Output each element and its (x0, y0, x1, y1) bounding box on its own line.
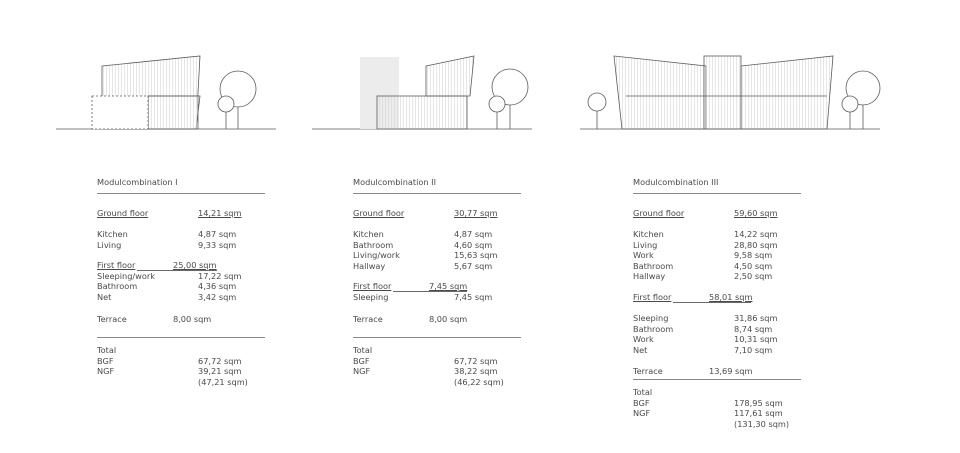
row-value: 8,74 sqm (734, 323, 773, 334)
row-value: 9,58 sqm (734, 250, 773, 260)
row-label: NGF (97, 366, 115, 376)
row-value: 2,50 sqm (734, 271, 773, 281)
divider (633, 193, 801, 194)
row-value: (131,30 sqm) (734, 418, 790, 429)
row-label: Ground floor (353, 208, 405, 218)
row-label: NGF (353, 366, 371, 376)
row-value: 14,21 sqm (198, 208, 242, 218)
row-value: 67,72 sqm (454, 355, 498, 366)
row-label: Kitchen (633, 229, 664, 239)
row-value: 178,95 sqm (734, 397, 783, 408)
elevation-modulcombination-1 (56, 56, 276, 129)
row-value: 4,87 sqm (454, 229, 493, 239)
row-value: 17,22 sqm (198, 270, 242, 281)
row-value: 14,22 sqm (734, 229, 778, 239)
divider (97, 337, 265, 338)
row-label: Sleeping/work (97, 270, 155, 281)
row-value: 67,72 sqm (198, 355, 242, 366)
row-value: 7,45 sqm (454, 291, 493, 302)
row-label: BGF (353, 355, 370, 366)
row-value: 31,86 sqm (734, 313, 778, 323)
row-value: 7,10 sqm (734, 344, 773, 355)
row-value: 4,87 sqm (198, 229, 237, 239)
row-value: 30,77 sqm (454, 208, 498, 218)
row-value: 8,00 sqm (173, 314, 212, 324)
row-label: BGF (633, 397, 650, 408)
row-label: First floor (97, 260, 136, 270)
row-value: 59,60 sqm (734, 208, 778, 218)
row-value: 25,00 sqm (173, 260, 217, 270)
row-label: Bathroom (353, 239, 394, 250)
table-title: Modulcombination II (353, 177, 437, 187)
table-title: Modulcombination I (97, 177, 178, 187)
row-label: Living (633, 239, 658, 250)
first-floor-underline (673, 302, 751, 303)
row-value: 10,31 sqm (734, 334, 778, 344)
row-label: Ground floor (633, 208, 685, 218)
row-label: NGF (633, 408, 651, 418)
row-label: Ground floor (97, 208, 149, 218)
row-label: Work (633, 250, 654, 260)
row-value: 8,00 sqm (429, 314, 468, 324)
row-label: Total (353, 345, 373, 355)
elevation-modulcombination-2 (312, 56, 532, 129)
row-value: 38,22 sqm (454, 366, 498, 376)
row-label: Bathroom (97, 281, 138, 291)
row-value: 15,63 sqm (454, 250, 498, 260)
row-value: 4,36 sqm (198, 281, 237, 291)
row-value: 39,21 sqm (198, 366, 242, 376)
row-value: 3,42 sqm (198, 291, 237, 302)
divider (97, 193, 265, 194)
row-label: Sleeping (633, 313, 669, 323)
row-value: 13,69 sqm (709, 366, 753, 376)
row-label: Net (633, 344, 648, 355)
row-label: Kitchen (353, 229, 384, 239)
elevation-drawings (0, 0, 960, 140)
row-label: Net (97, 291, 112, 302)
row-label: Work (633, 334, 654, 344)
row-value: 9,33 sqm (198, 239, 237, 250)
row-value: 28,80 sqm (734, 239, 778, 250)
row-value: 117,61 sqm (734, 408, 783, 418)
row-label: Hallway (633, 271, 666, 281)
elevation-modulcombination-3 (580, 56, 880, 129)
row-label: Terrace (97, 314, 127, 324)
row-label: Kitchen (97, 229, 128, 239)
row-value: 5,67 sqm (454, 260, 493, 271)
row-label: First floor (353, 281, 392, 291)
row-label: Bathroom (633, 260, 674, 271)
row-label: Bathroom (633, 323, 674, 334)
row-label: Total (97, 345, 117, 355)
divider (353, 193, 521, 194)
row-value: 4,60 sqm (454, 239, 493, 250)
row-label: Living/work (353, 250, 400, 260)
row-value: (46,22 sqm) (454, 376, 504, 387)
row-label: BGF (97, 355, 114, 366)
divider (353, 337, 521, 338)
row-value: 7,45 sqm (429, 281, 468, 291)
row-label: Sleeping (353, 291, 389, 302)
row-label: Terrace (353, 314, 383, 324)
row-value: 4,50 sqm (734, 260, 773, 271)
row-label: Hallway (353, 260, 386, 271)
row-label: First floor (633, 292, 672, 302)
table-title: Modulcombination III (633, 177, 719, 187)
divider (633, 379, 801, 380)
row-value: (47,21 sqm) (198, 376, 248, 387)
row-label: Terrace (633, 366, 663, 376)
row-label: Total (633, 387, 653, 397)
row-value: 58,01 sqm (709, 292, 753, 302)
row-label: Living (97, 239, 122, 250)
